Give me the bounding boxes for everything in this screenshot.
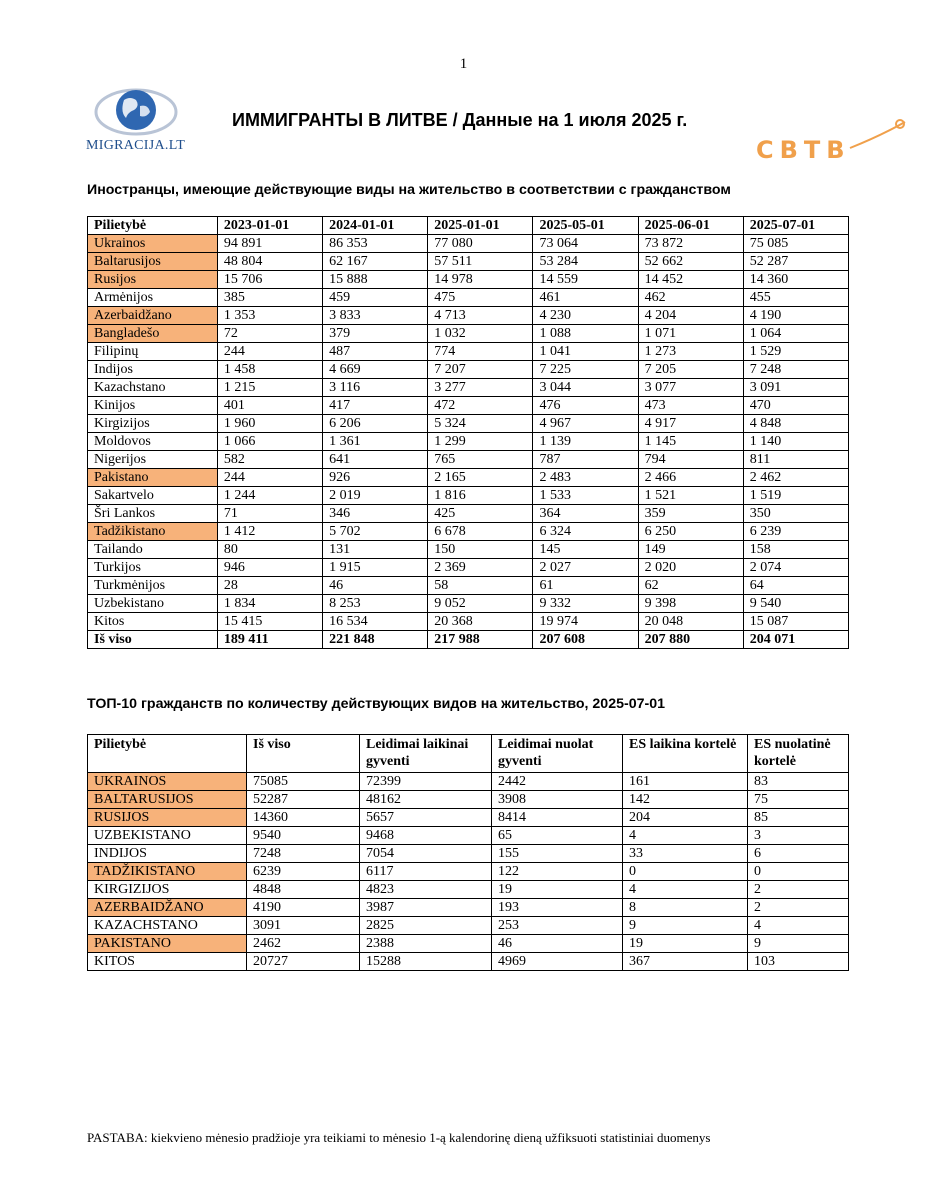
table-row	[88, 863, 849, 881]
value-cell: 33	[623, 845, 748, 863]
citizenship-cell: PAKISTANO	[88, 935, 247, 953]
page-title: ИММИГРАНТЫ В ЛИТВЕ / Данные на 1 июля 2025 г.	[232, 110, 688, 130]
value-cell: 2 019	[323, 487, 428, 505]
value-cell: 4 190	[743, 307, 848, 325]
value-cell: 774	[428, 343, 533, 361]
value-cell: 3	[748, 827, 849, 845]
value-cell: 1 412	[217, 523, 322, 541]
value-cell: 462	[638, 289, 743, 307]
value-cell: 52 287	[743, 253, 848, 271]
table-row	[88, 899, 849, 917]
value-cell: 4848	[247, 881, 360, 899]
value-cell: 6 250	[638, 523, 743, 541]
value-cell: 1 273	[638, 343, 743, 361]
table-row	[88, 881, 849, 899]
value-cell: 83	[748, 773, 849, 791]
value-cell: 46	[492, 935, 623, 953]
value-cell: 5 324	[428, 415, 533, 433]
value-cell: 15 888	[323, 271, 428, 289]
value-cell: 19 974	[533, 613, 638, 631]
value-cell: 367	[623, 953, 748, 971]
value-cell: 14 360	[743, 271, 848, 289]
value-cell: 1 145	[638, 433, 743, 451]
value-cell: 15288	[360, 953, 492, 971]
citizenship-cell: Rusijos	[88, 271, 218, 289]
value-cell: 7 225	[533, 361, 638, 379]
value-cell: 1 139	[533, 433, 638, 451]
value-cell: 122	[492, 863, 623, 881]
value-cell: 19	[492, 881, 623, 899]
value-cell: 364	[533, 505, 638, 523]
logo-right-text: CBTB	[756, 136, 851, 164]
value-cell: 4 967	[533, 415, 638, 433]
value-cell: 1 071	[638, 325, 743, 343]
value-cell: 20 048	[638, 613, 743, 631]
citizenship-cell: Nigerijos	[88, 451, 218, 469]
value-cell: 346	[323, 505, 428, 523]
value-cell: 48 804	[217, 253, 322, 271]
value-cell: 641	[323, 451, 428, 469]
value-cell: 244	[217, 343, 322, 361]
value-cell: 4 230	[533, 307, 638, 325]
table-row	[88, 559, 849, 577]
logo-left-text: MIGRACIJA.LT	[86, 138, 186, 153]
value-cell: 131	[323, 541, 428, 559]
citizenship-cell: UKRAINOS	[88, 773, 247, 791]
total-value-cell: 189 411	[217, 631, 322, 649]
value-cell: 7248	[247, 845, 360, 863]
value-cell: 470	[743, 397, 848, 415]
value-cell: 2 074	[743, 559, 848, 577]
value-cell: 15 087	[743, 613, 848, 631]
value-cell: 4 917	[638, 415, 743, 433]
citizenship-cell: RUSIJOS	[88, 809, 247, 827]
citizenship-cell: Šri Lankos	[88, 505, 218, 523]
value-cell: 2 483	[533, 469, 638, 487]
value-cell: 94 891	[217, 235, 322, 253]
value-cell: 9	[623, 917, 748, 935]
column-header: 2025-05-01	[533, 217, 638, 235]
value-cell: 80	[217, 541, 322, 559]
value-cell: 1 458	[217, 361, 322, 379]
value-cell: 2825	[360, 917, 492, 935]
section1-title: Иностранцы, имеющие действующие виды на жительство в соответствии с гражданством	[87, 182, 731, 198]
value-cell: 204	[623, 809, 748, 827]
total-value-cell: 221 848	[323, 631, 428, 649]
value-cell: 58	[428, 577, 533, 595]
citizenship-cell: Baltarusijos	[88, 253, 218, 271]
citizenship-cell: BALTARUSIJOS	[88, 791, 247, 809]
citizenship-cell: Tadžikistano	[88, 523, 218, 541]
value-cell: 1 816	[428, 487, 533, 505]
value-cell: 4190	[247, 899, 360, 917]
table-row	[88, 541, 849, 559]
value-cell: 8	[623, 899, 748, 917]
column-header: Pilietybė	[88, 735, 247, 773]
value-cell: 6 678	[428, 523, 533, 541]
value-cell: 71	[217, 505, 322, 523]
value-cell: 14 559	[533, 271, 638, 289]
table-row	[88, 253, 849, 271]
value-cell: 86 353	[323, 235, 428, 253]
value-cell: 52 662	[638, 253, 743, 271]
value-cell: 4969	[492, 953, 623, 971]
table-header-row	[88, 217, 849, 235]
citizenship-cell: INDIJOS	[88, 845, 247, 863]
value-cell: 7 207	[428, 361, 533, 379]
table-row	[88, 523, 849, 541]
value-cell: 15 415	[217, 613, 322, 631]
table-row	[88, 917, 849, 935]
value-cell: 3908	[492, 791, 623, 809]
page-number: 1	[459, 56, 468, 72]
value-cell: 2 466	[638, 469, 743, 487]
footnote: PASTABA: kiekvieno mėnesio pradžioje yra teikiami to mėnesio 1-ą kalendorinę dieną užfiksuoti statistiniai duomenys	[87, 1130, 711, 1145]
value-cell: 1 032	[428, 325, 533, 343]
value-cell: 53 284	[533, 253, 638, 271]
citizenship-cell: TADŽIKISTANO	[88, 863, 247, 881]
total-label-cell: Iš viso	[88, 631, 218, 649]
value-cell: 4 669	[323, 361, 428, 379]
value-cell: 61	[533, 577, 638, 595]
value-cell: 72399	[360, 773, 492, 791]
value-cell: 2 027	[533, 559, 638, 577]
value-cell: 6 324	[533, 523, 638, 541]
column-header: Pilietybė	[88, 217, 218, 235]
value-cell: 1 960	[217, 415, 322, 433]
column-header: 2025-07-01	[743, 217, 848, 235]
value-cell: 7 205	[638, 361, 743, 379]
value-cell: 1 088	[533, 325, 638, 343]
table-row	[88, 325, 849, 343]
table-row	[88, 307, 849, 325]
value-cell: 926	[323, 469, 428, 487]
value-cell: 1 834	[217, 595, 322, 613]
citizenship-cell: Kazachstano	[88, 379, 218, 397]
value-cell: 149	[638, 541, 743, 559]
value-cell: 6117	[360, 863, 492, 881]
citizenship-cell: Turkmėnijos	[88, 577, 218, 595]
value-cell: 9 398	[638, 595, 743, 613]
value-cell: 7054	[360, 845, 492, 863]
value-cell: 1 521	[638, 487, 743, 505]
value-cell: 2 369	[428, 559, 533, 577]
value-cell: 487	[323, 343, 428, 361]
value-cell: 794	[638, 451, 743, 469]
column-header: Leidimai nuolat gyventi	[492, 735, 623, 773]
value-cell: 14360	[247, 809, 360, 827]
value-cell: 4	[748, 917, 849, 935]
column-header: 2023-01-01	[217, 217, 322, 235]
value-cell: 1 215	[217, 379, 322, 397]
citizenship-cell: KAZACHSTANO	[88, 917, 247, 935]
residence-permits-table	[87, 216, 849, 649]
value-cell: 4	[623, 881, 748, 899]
value-cell: 85	[748, 809, 849, 827]
top10-citizenship-table	[87, 734, 849, 971]
value-cell: 161	[623, 773, 748, 791]
value-cell: 244	[217, 469, 322, 487]
value-cell: 379	[323, 325, 428, 343]
value-cell: 1 244	[217, 487, 322, 505]
value-cell: 48162	[360, 791, 492, 809]
citizenship-cell: Armėnijos	[88, 289, 218, 307]
value-cell: 350	[743, 505, 848, 523]
table-row	[88, 469, 849, 487]
value-cell: 57 511	[428, 253, 533, 271]
value-cell: 9 540	[743, 595, 848, 613]
value-cell: 9540	[247, 827, 360, 845]
value-cell: 20727	[247, 953, 360, 971]
value-cell: 65	[492, 827, 623, 845]
table-row	[88, 271, 849, 289]
value-cell: 7 248	[743, 361, 848, 379]
citizenship-cell: Kitos	[88, 613, 218, 631]
value-cell: 5657	[360, 809, 492, 827]
value-cell: 4 204	[638, 307, 743, 325]
citizenship-cell: Indijos	[88, 361, 218, 379]
table-row	[88, 791, 849, 809]
citizenship-cell: Ukrainos	[88, 235, 218, 253]
table-row	[88, 773, 849, 791]
value-cell: 52287	[247, 791, 360, 809]
value-cell: 155	[492, 845, 623, 863]
value-cell: 0	[623, 863, 748, 881]
value-cell: 4 848	[743, 415, 848, 433]
value-cell: 1 299	[428, 433, 533, 451]
table-row	[88, 451, 849, 469]
citizenship-cell: Turkijos	[88, 559, 218, 577]
value-cell: 9 052	[428, 595, 533, 613]
citizenship-cell: KITOS	[88, 953, 247, 971]
value-cell: 2 165	[428, 469, 533, 487]
value-cell: 946	[217, 559, 322, 577]
column-header: Leidimai laikinai gyventi	[360, 735, 492, 773]
citizenship-cell: AZERBAIDŽANO	[88, 899, 247, 917]
table-row	[88, 809, 849, 827]
section2-title: ТОП-10 гражданств по количеству действующих видов на жительство, 2025-07-01	[87, 696, 665, 712]
value-cell: 73 872	[638, 235, 743, 253]
table-row	[88, 505, 849, 523]
value-cell: 19	[623, 935, 748, 953]
value-cell: 9468	[360, 827, 492, 845]
value-cell: 253	[492, 917, 623, 935]
value-cell: 75	[748, 791, 849, 809]
value-cell: 1 361	[323, 433, 428, 451]
citizenship-cell: Bangladešo	[88, 325, 218, 343]
value-cell: 475	[428, 289, 533, 307]
value-cell: 75 085	[743, 235, 848, 253]
value-cell: 73 064	[533, 235, 638, 253]
citizenship-cell: KIRGIZIJOS	[88, 881, 247, 899]
table-row	[88, 289, 849, 307]
table-row	[88, 361, 849, 379]
value-cell: 3 116	[323, 379, 428, 397]
value-cell: 14 452	[638, 271, 743, 289]
value-cell: 2442	[492, 773, 623, 791]
value-cell: 4	[623, 827, 748, 845]
value-cell: 142	[623, 791, 748, 809]
table-row	[88, 827, 849, 845]
value-cell: 1 041	[533, 343, 638, 361]
table-row	[88, 379, 849, 397]
value-cell: 3 044	[533, 379, 638, 397]
value-cell: 472	[428, 397, 533, 415]
citizenship-cell: Tailando	[88, 541, 218, 559]
citizenship-cell: Kinijos	[88, 397, 218, 415]
value-cell: 6 239	[743, 523, 848, 541]
value-cell: 14 978	[428, 271, 533, 289]
value-cell: 158	[743, 541, 848, 559]
table-row	[88, 397, 849, 415]
value-cell: 46	[323, 577, 428, 595]
value-cell: 765	[428, 451, 533, 469]
column-header: ES nuolatinė kortelė	[748, 735, 849, 773]
citizenship-cell: Kirgizijos	[88, 415, 218, 433]
citizenship-cell: Moldovos	[88, 433, 218, 451]
value-cell: 359	[638, 505, 743, 523]
column-header: ES laikina kortelė	[623, 735, 748, 773]
value-cell: 811	[743, 451, 848, 469]
value-cell: 5 702	[323, 523, 428, 541]
value-cell: 1 519	[743, 487, 848, 505]
value-cell: 417	[323, 397, 428, 415]
total-value-cell: 207 608	[533, 631, 638, 649]
value-cell: 1 066	[217, 433, 322, 451]
value-cell: 150	[428, 541, 533, 559]
value-cell: 2 020	[638, 559, 743, 577]
table-row	[88, 343, 849, 361]
table-row	[88, 595, 849, 613]
value-cell: 473	[638, 397, 743, 415]
column-header: 2025-06-01	[638, 217, 743, 235]
value-cell: 2 462	[743, 469, 848, 487]
value-cell: 3987	[360, 899, 492, 917]
value-cell: 401	[217, 397, 322, 415]
table-row	[88, 433, 849, 451]
value-cell: 6239	[247, 863, 360, 881]
value-cell: 62	[638, 577, 743, 595]
value-cell: 2	[748, 899, 849, 917]
table-row	[88, 415, 849, 433]
value-cell: 461	[533, 289, 638, 307]
value-cell: 8 253	[323, 595, 428, 613]
citizenship-cell: Uzbekistano	[88, 595, 218, 613]
table-row	[88, 613, 849, 631]
value-cell: 103	[748, 953, 849, 971]
value-cell: 6	[748, 845, 849, 863]
value-cell: 3 091	[743, 379, 848, 397]
table-row	[88, 487, 849, 505]
value-cell: 2388	[360, 935, 492, 953]
value-cell: 2462	[247, 935, 360, 953]
value-cell: 1 140	[743, 433, 848, 451]
value-cell: 193	[492, 899, 623, 917]
value-cell: 20 368	[428, 613, 533, 631]
value-cell: 582	[217, 451, 322, 469]
value-cell: 15 706	[217, 271, 322, 289]
value-cell: 62 167	[323, 253, 428, 271]
value-cell: 9	[748, 935, 849, 953]
value-cell: 787	[533, 451, 638, 469]
value-cell: 1 353	[217, 307, 322, 325]
value-cell: 1 915	[323, 559, 428, 577]
value-cell: 75085	[247, 773, 360, 791]
table-row	[88, 235, 849, 253]
citizenship-cell: Sakartvelo	[88, 487, 218, 505]
table-row	[88, 953, 849, 971]
value-cell: 16 534	[323, 613, 428, 631]
value-cell: 2	[748, 881, 849, 899]
value-cell: 6 206	[323, 415, 428, 433]
value-cell: 28	[217, 577, 322, 595]
value-cell: 4 713	[428, 307, 533, 325]
total-value-cell: 217 988	[428, 631, 533, 649]
table-row	[88, 845, 849, 863]
value-cell: 64	[743, 577, 848, 595]
citizenship-cell: Filipinų	[88, 343, 218, 361]
column-header: Iš viso	[247, 735, 360, 773]
column-header: 2025-01-01	[428, 217, 533, 235]
value-cell: 476	[533, 397, 638, 415]
value-cell: 145	[533, 541, 638, 559]
value-cell: 72	[217, 325, 322, 343]
value-cell: 3 277	[428, 379, 533, 397]
value-cell: 0	[748, 863, 849, 881]
value-cell: 459	[323, 289, 428, 307]
value-cell: 455	[743, 289, 848, 307]
table-header-row	[88, 735, 849, 773]
total-row	[88, 631, 849, 649]
total-value-cell: 204 071	[743, 631, 848, 649]
value-cell: 425	[428, 505, 533, 523]
value-cell: 385	[217, 289, 322, 307]
citizenship-cell: UZBEKISTANO	[88, 827, 247, 845]
column-header: 2024-01-01	[323, 217, 428, 235]
value-cell: 1 064	[743, 325, 848, 343]
citizenship-cell: Pakistano	[88, 469, 218, 487]
total-value-cell: 207 880	[638, 631, 743, 649]
citizenship-cell: Azerbaidžano	[88, 307, 218, 325]
value-cell: 1 533	[533, 487, 638, 505]
value-cell: 8414	[492, 809, 623, 827]
value-cell: 9 332	[533, 595, 638, 613]
value-cell: 1 529	[743, 343, 848, 361]
value-cell: 4823	[360, 881, 492, 899]
value-cell: 3091	[247, 917, 360, 935]
value-cell: 3 833	[323, 307, 428, 325]
value-cell: 3 077	[638, 379, 743, 397]
table-row	[88, 577, 849, 595]
table-row	[88, 935, 849, 953]
value-cell: 77 080	[428, 235, 533, 253]
